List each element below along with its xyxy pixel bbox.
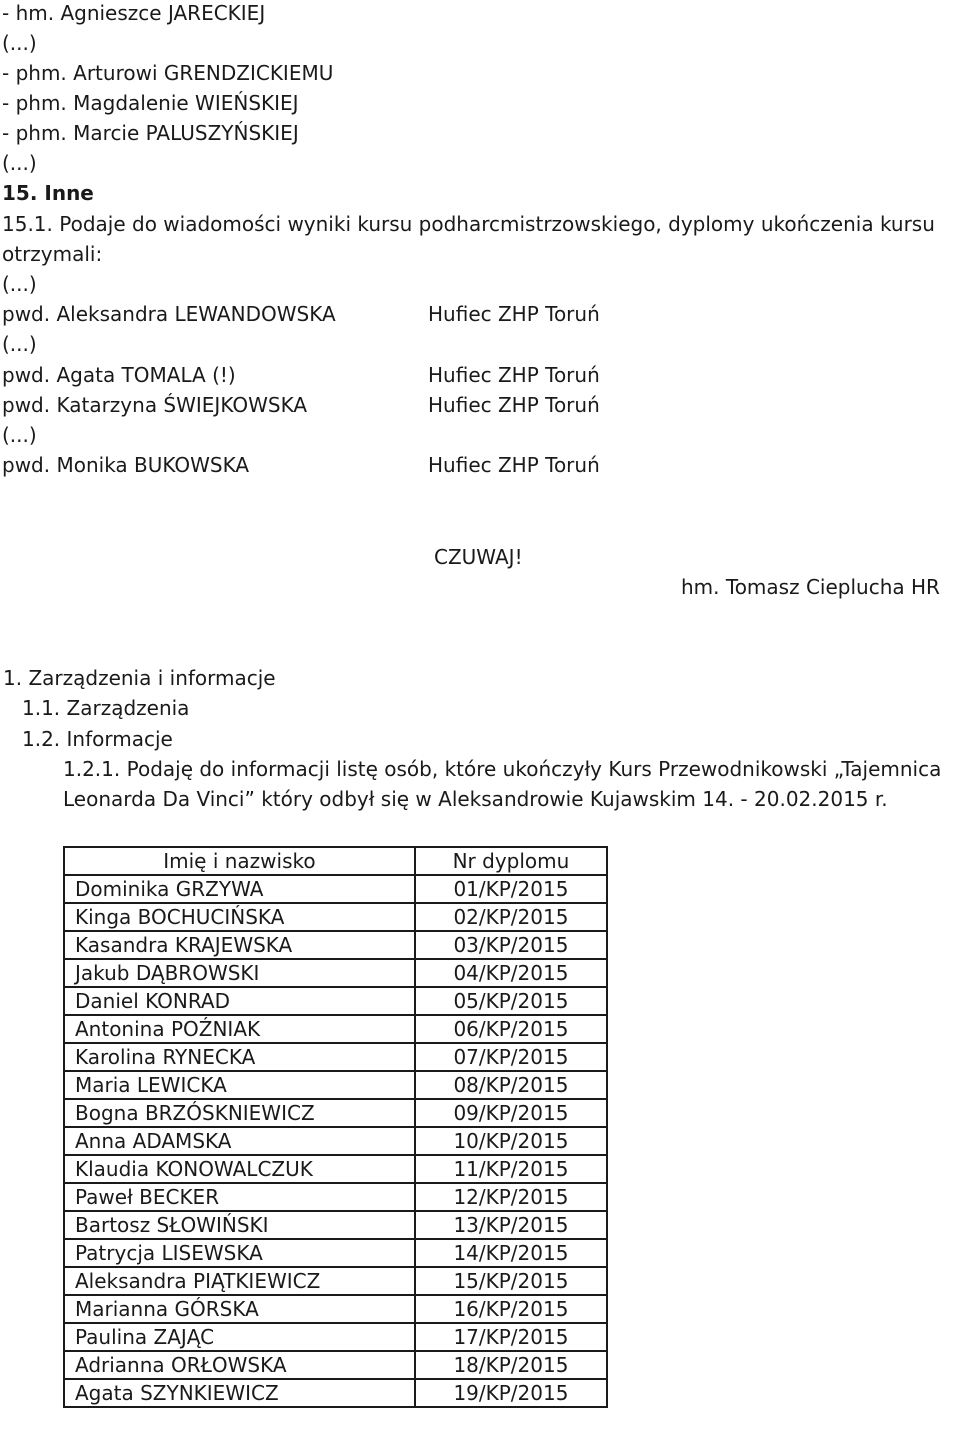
person-name: Kinga BOCHUCIŃSKA — [64, 903, 415, 931]
diploma-number: 05/KP/2015 — [415, 987, 607, 1015]
paragraph-line: Leonarda Da Vinci” który odbył się w Aleksandrowie Kujawskim 14. - 20.02.2015 r. — [63, 787, 888, 811]
diploma-number: 09/KP/2015 — [415, 1099, 607, 1127]
table-row — [64, 1155, 607, 1183]
person-name: Aleksandra PIĄTKIEWICZ — [64, 1267, 415, 1295]
diploma-table — [63, 846, 608, 1408]
diploma-number: 06/KP/2015 — [415, 1015, 607, 1043]
graduate-name: pwd. Agata TOMALA (!) — [2, 363, 236, 387]
person-name: Maria LEWICKA — [64, 1071, 415, 1099]
subsection-heading: 1.2. Informacje — [22, 727, 173, 751]
diploma-number: 19/KP/2015 — [415, 1379, 607, 1407]
person-name: Marianna GÓRSKA — [64, 1295, 415, 1323]
diploma-number: 17/KP/2015 — [415, 1323, 607, 1351]
section-heading: 1. Zarządzenia i informacje — [3, 666, 276, 690]
appointment-line: - phm. Arturowi GRENDZICKIEMU — [2, 61, 334, 85]
table-body — [64, 875, 607, 1407]
column-header-name: Imię i nazwisko — [64, 847, 415, 875]
diploma-number: 07/KP/2015 — [415, 1043, 607, 1071]
appointment-line: - phm. Magdalenie WIEŃSKIEJ — [2, 91, 299, 115]
person-name: Karolina RYNECKA — [64, 1043, 415, 1071]
paragraph-line: 1.2.1. Podaję do informacji listę osób, które ukończyły Kurs Przewodnikowski „Tajemnica — [63, 757, 942, 781]
diploma-number: 01/KP/2015 — [415, 875, 607, 903]
subsection-heading: 1.1. Zarządzenia — [22, 696, 190, 720]
table-row — [64, 1043, 607, 1071]
table-row — [64, 1267, 607, 1295]
person-name: Bartosz SŁOWIŃSKI — [64, 1211, 415, 1239]
person-name: Anna ADAMSKA — [64, 1127, 415, 1155]
graduate-name: pwd. Katarzyna ŚWIEJKOWSKA — [2, 393, 308, 417]
diploma-number: 04/KP/2015 — [415, 959, 607, 987]
table-row — [64, 1183, 607, 1211]
graduate-unit: Hufiec ZHP Toruń — [428, 393, 600, 417]
table-row — [64, 1127, 607, 1155]
table-row — [64, 1099, 607, 1127]
paragraph-line: 15.1. Podaje do wiadomości wyniki kursu podharcmistrzowskiego, dyplomy ukończenia kursu — [2, 212, 935, 236]
graduate-name: pwd. Monika BUKOWSKA — [2, 453, 250, 477]
section-heading: 15. Inne — [2, 181, 94, 205]
ellipsis: (...) — [2, 151, 37, 175]
diploma-number: 12/KP/2015 — [415, 1183, 607, 1211]
appointment-line: - phm. Marcie PALUSZYŃSKIEJ — [2, 121, 299, 145]
column-header-diploma: Nr dyplomu — [415, 847, 607, 875]
person-name: Agata SZYNKIEWICZ — [64, 1379, 415, 1407]
diploma-number: 15/KP/2015 — [415, 1267, 607, 1295]
diploma-number: 03/KP/2015 — [415, 931, 607, 959]
person-name: Adrianna ORŁOWSKA — [64, 1351, 415, 1379]
closing-greeting: CZUWAJ! — [434, 545, 523, 569]
graduate-name: pwd. Aleksandra LEWANDOWSKA — [2, 302, 336, 326]
paragraph-line: otrzymali: — [2, 242, 103, 266]
diploma-number: 11/KP/2015 — [415, 1155, 607, 1183]
table-row — [64, 987, 607, 1015]
table-row — [64, 1323, 607, 1351]
table-row — [64, 959, 607, 987]
ellipsis: (...) — [2, 31, 37, 55]
table-row — [64, 1071, 607, 1099]
diploma-number: 13/KP/2015 — [415, 1211, 607, 1239]
diploma-number: 02/KP/2015 — [415, 903, 607, 931]
ellipsis: (...) — [2, 423, 37, 447]
graduate-unit: Hufiec ZHP Toruń — [428, 453, 600, 477]
table-row — [64, 875, 607, 903]
diploma-number: 14/KP/2015 — [415, 1239, 607, 1267]
appointment-line: - hm. Agnieszce JARECKIEJ — [2, 1, 266, 25]
table-header-row — [64, 847, 607, 875]
table-row — [64, 1351, 607, 1379]
graduate-unit: Hufiec ZHP Toruń — [428, 302, 600, 326]
table-row — [64, 1211, 607, 1239]
table-row — [64, 1295, 607, 1323]
person-name: Jakub DĄBROWSKI — [64, 959, 415, 987]
diploma-number: 16/KP/2015 — [415, 1295, 607, 1323]
person-name: Paweł BECKER — [64, 1183, 415, 1211]
diploma-number: 18/KP/2015 — [415, 1351, 607, 1379]
ellipsis: (...) — [2, 272, 37, 296]
table-row — [64, 903, 607, 931]
table-row — [64, 1239, 607, 1267]
table-row — [64, 931, 607, 959]
table-row — [64, 1379, 607, 1407]
person-name: Daniel KONRAD — [64, 987, 415, 1015]
graduate-unit: Hufiec ZHP Toruń — [428, 363, 600, 387]
ellipsis: (...) — [2, 332, 37, 356]
person-name: Paulina ZAJĄC — [64, 1323, 415, 1351]
person-name: Kasandra KRAJEWSKA — [64, 931, 415, 959]
person-name: Dominika GRZYWA — [64, 875, 415, 903]
person-name: Bogna BRZÓSKNIEWICZ — [64, 1099, 415, 1127]
person-name: Antonina POŹNIAK — [64, 1015, 415, 1043]
diploma-number: 08/KP/2015 — [415, 1071, 607, 1099]
person-name: Patrycja LISEWSKA — [64, 1239, 415, 1267]
diploma-number: 10/KP/2015 — [415, 1127, 607, 1155]
table-row — [64, 1015, 607, 1043]
person-name: Klaudia KONOWALCZUK — [64, 1155, 415, 1183]
signature: hm. Tomasz Cieplucha HR — [681, 575, 940, 599]
